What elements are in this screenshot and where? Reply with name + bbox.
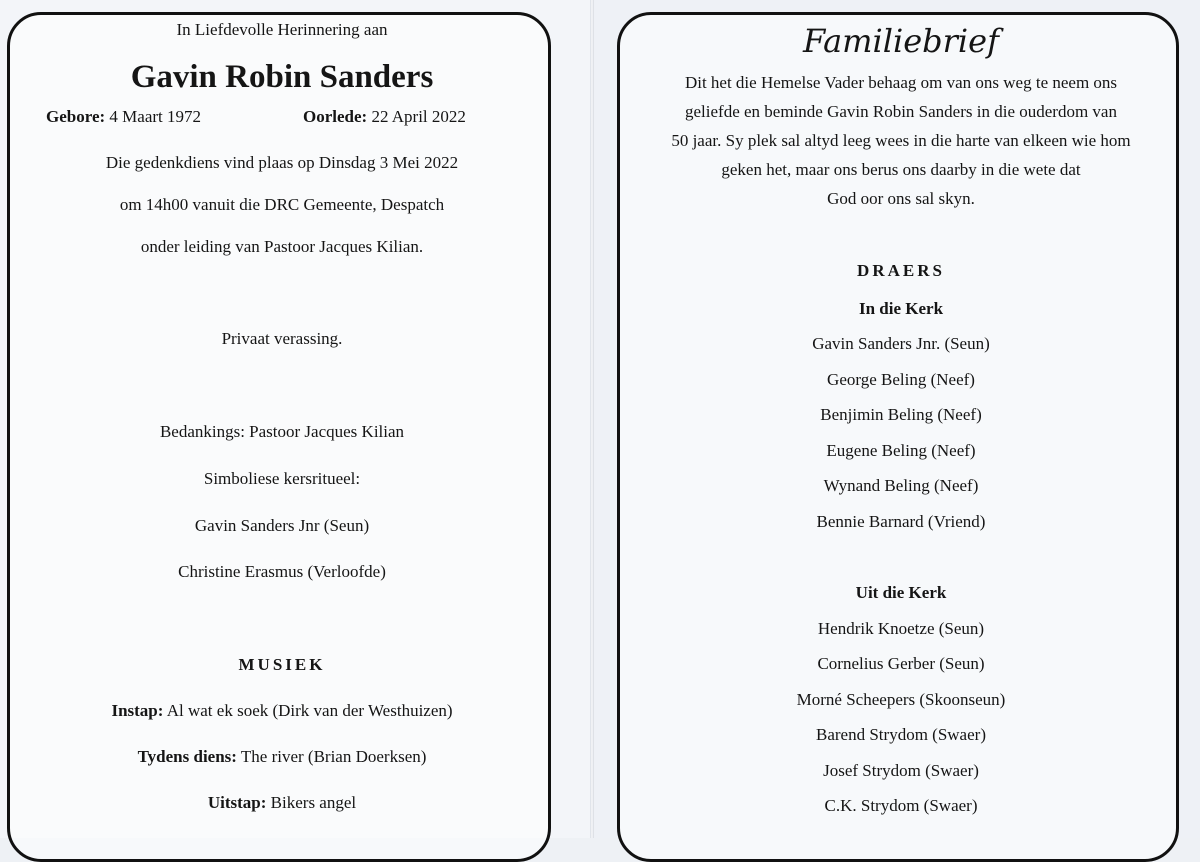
letter-title: Familiebrief bbox=[803, 22, 999, 60]
bearer-name: Wynand Beling (Neef) bbox=[823, 476, 979, 495]
music-item bbox=[10, 747, 554, 767]
death-date bbox=[303, 107, 466, 127]
cremation-note: Privaat verassing. bbox=[221, 329, 343, 348]
bearer-name: Barend Strydom (Swaer) bbox=[816, 725, 986, 744]
music-value: Bikers angel bbox=[266, 793, 357, 812]
music-label: Uitstap: bbox=[207, 793, 267, 812]
born-value: 4 Maart 1972 bbox=[105, 107, 202, 126]
died-label: Oorlede: bbox=[303, 107, 368, 126]
page-fold bbox=[590, 0, 594, 838]
thanks-line: Bedankings: Pastoor Jacques Kilian bbox=[159, 422, 405, 441]
bearer-name: Cornelius Gerber (Seun) bbox=[817, 654, 985, 673]
bearer-name: Eugene Beling (Neef) bbox=[826, 441, 976, 460]
intro-text: In Liefdevolle Herinnering aan bbox=[176, 20, 388, 39]
music-label: Instap: bbox=[111, 701, 164, 720]
letter-line: geliefde en beminde Gavin Robin Sanders in die ouderdom van bbox=[685, 102, 1117, 121]
left-panel bbox=[7, 12, 551, 862]
deceased-name: Gavin Robin Sanders bbox=[130, 59, 434, 95]
music-label: Tydens diens: bbox=[137, 747, 237, 766]
bearer-name: Josef Strydom (Swaer) bbox=[823, 761, 979, 780]
bearer-name: Morné Scheepers (Skoonseun) bbox=[796, 690, 1006, 709]
music-heading: MUSIEK bbox=[238, 655, 326, 674]
ritual-person: Gavin Sanders Jnr (Seun) bbox=[194, 516, 370, 535]
bearer-name: Benjimin Beling (Neef) bbox=[820, 405, 982, 424]
service-line: onder leiding van Pastoor Jacques Kilian. bbox=[140, 237, 424, 256]
music-item bbox=[10, 701, 554, 721]
ritual-title: Simboliese kersritueel: bbox=[203, 469, 361, 488]
right-panel bbox=[617, 12, 1179, 862]
service-line: Die gedenkdiens vind plaas op Dinsdag 3 Mei 2022 bbox=[105, 153, 459, 172]
music-value: The river (Brian Doerksen) bbox=[236, 747, 427, 766]
letter-line: God oor ons sal skyn. bbox=[827, 189, 975, 208]
letter-line: Dit het die Hemelse Vader behaag om van ons weg te neem ons bbox=[684, 73, 1118, 92]
bearer-name: C.K. Strydom (Swaer) bbox=[824, 796, 978, 815]
ritual-person: Christine Erasmus (Verloofde) bbox=[178, 562, 386, 581]
bearer-name: Bennie Barnard (Vriend) bbox=[816, 512, 986, 531]
bearers-heading: DRAERS bbox=[857, 261, 945, 280]
died-value: 22 April 2022 bbox=[367, 107, 466, 126]
in-church-heading: In die Kerk bbox=[858, 299, 944, 318]
service-line: om 14h00 vanuit die DRC Gemeente, Despatch bbox=[119, 195, 445, 214]
music-value: Al wat ek soek (Dirk van der Westhuizen) bbox=[163, 701, 453, 720]
bearer-name: George Beling (Neef) bbox=[827, 370, 975, 389]
born-label: Gebore: bbox=[46, 107, 106, 126]
birth-date bbox=[46, 107, 201, 127]
out-church-heading: Uit die Kerk bbox=[855, 583, 947, 602]
bearer-name: Hendrik Knoetze (Seun) bbox=[817, 619, 985, 638]
music-item bbox=[10, 793, 554, 813]
letter-line: 50 jaar. Sy plek sal altyd leeg wees in die harte van elkeen wie hom bbox=[671, 131, 1131, 150]
bearer-name: Gavin Sanders Jnr. (Seun) bbox=[812, 334, 990, 353]
letter-line: geken het, maar ons berus ons daarby in die wete dat bbox=[721, 160, 1081, 179]
